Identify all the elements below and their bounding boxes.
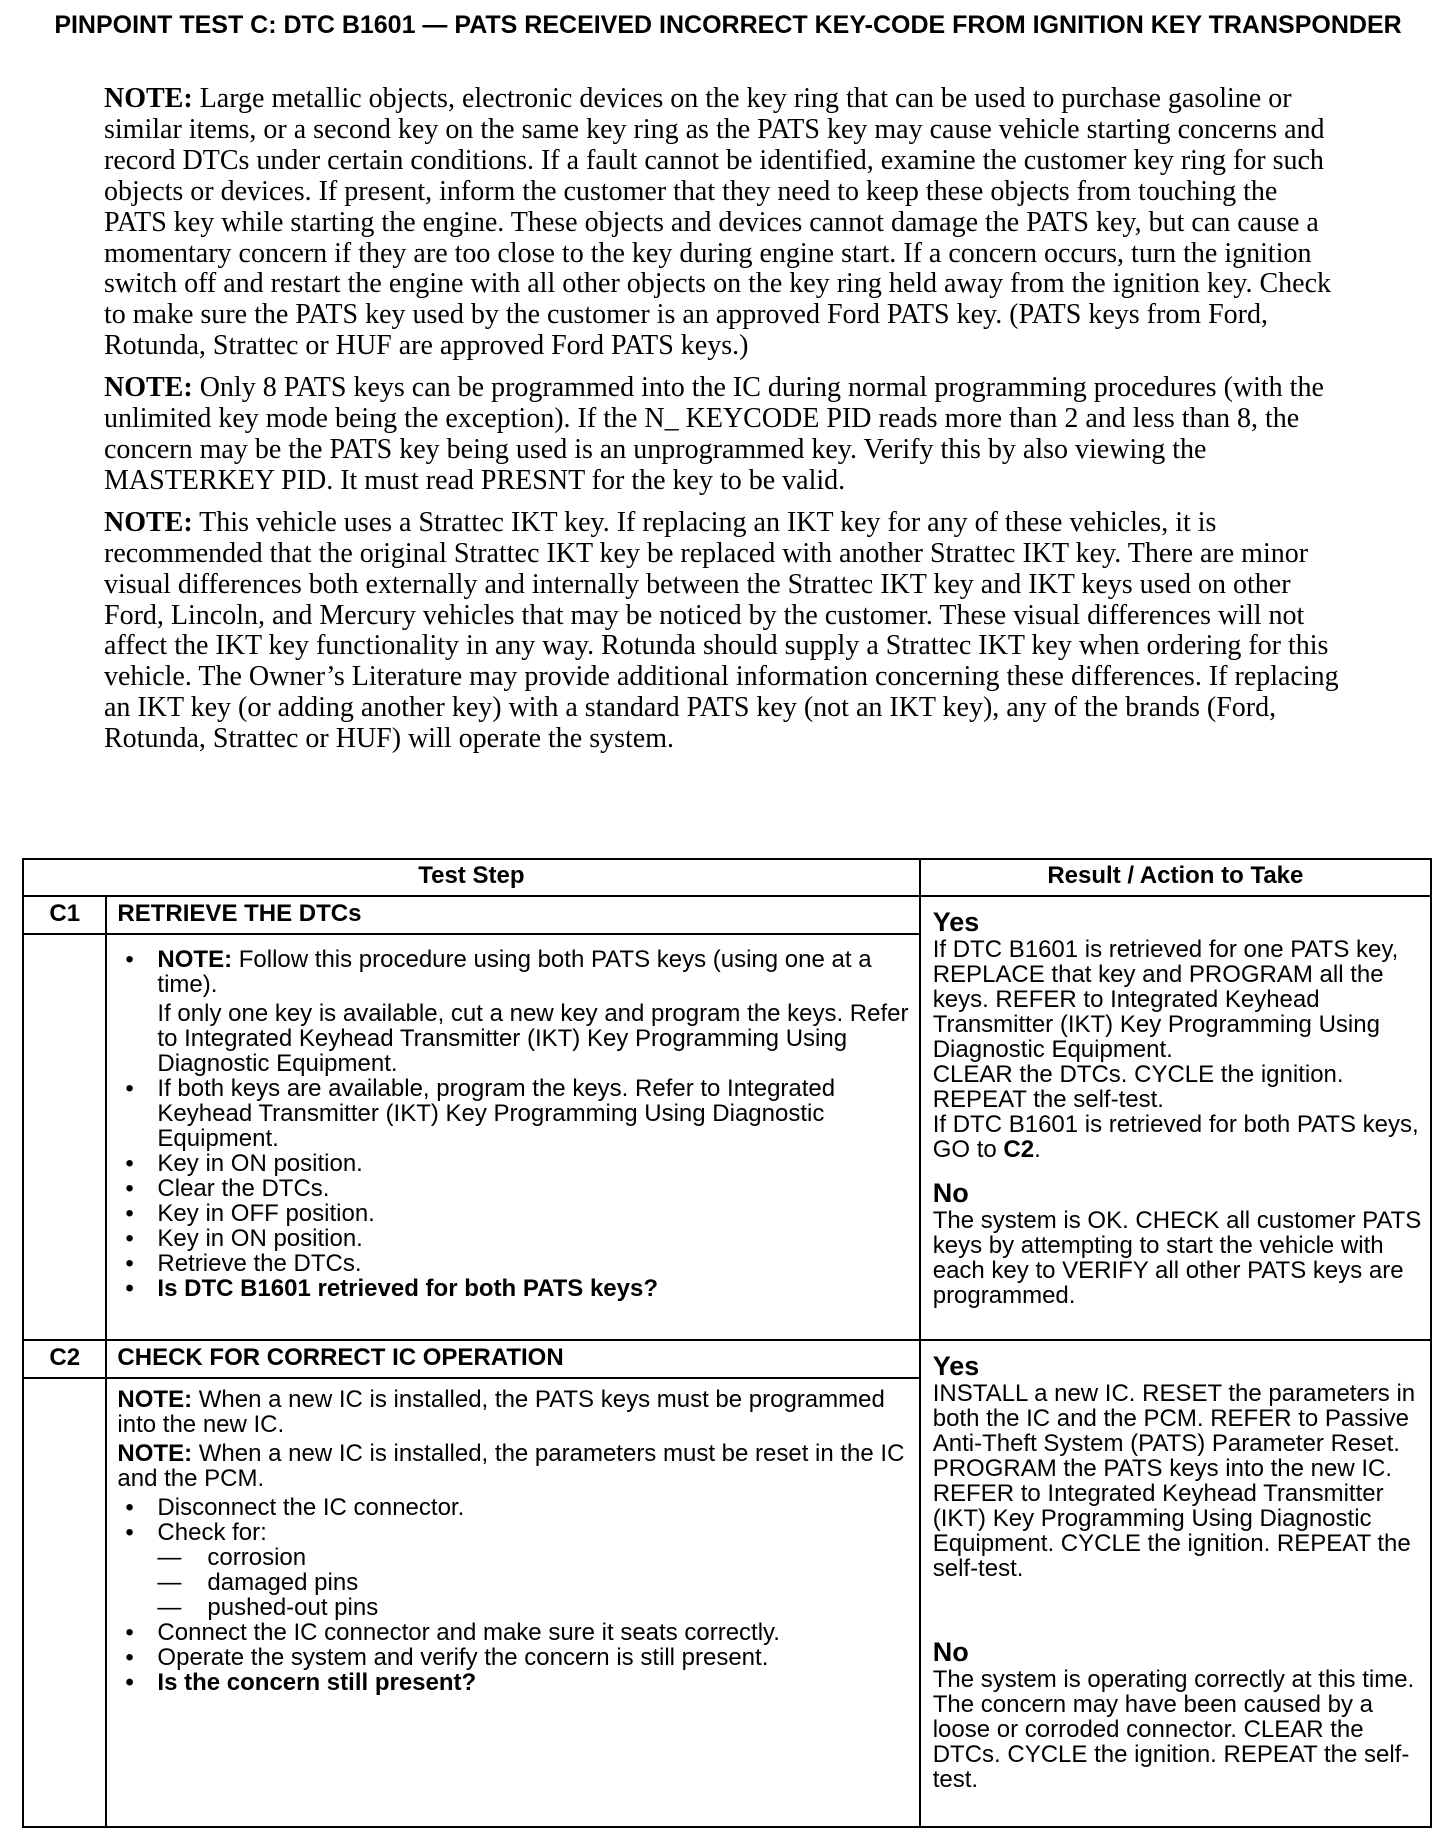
note-text: Only 8 PATS keys can be programmed into the IC during normal programming procedures (with the unlimited key mode being the exception). If the N_ KEYCODE PID reads more than 2 and less than 8, the concern may be the PATS key being used is an unprogrammed key. Verify this by also viewing the MASTERKEY PID. It must read PRESNT for the key to be valid. (104, 372, 1324, 496)
list-item: • Key in ON position. (117, 1151, 908, 1176)
note-paragraph (117, 1387, 908, 1437)
step-question: • Is the concern still present? (117, 1670, 908, 1695)
note-text: Follow this procedure using both PATS keys (using one at a time). (157, 946, 872, 998)
pinpoint-test-table (22, 858, 1432, 1828)
list-item: • Key in OFF position. (117, 1201, 908, 1226)
note-label: NOTE: (117, 1439, 193, 1467)
list-item: • Disconnect the IC connector. (117, 1495, 908, 1520)
step-id-c1: C1 (23, 896, 106, 934)
goto-text: If DTC B1601 is retrieved for both PATS keys, GO to (932, 1111, 1419, 1163)
note-label: NOTE: (117, 1385, 193, 1413)
yes-label: Yes (932, 1350, 980, 1381)
note-text: When a new IC is installed, the parameters must be reset in the IC and the PCM. (117, 1439, 905, 1492)
check-item: — pushed-out pins (117, 1595, 908, 1620)
note-label: NOTE: (104, 372, 193, 404)
goto-suffix: . (1034, 1136, 1041, 1163)
note-paragraph (104, 373, 1340, 497)
step-question: • Is DTC B1601 retrieved for both PATS keys? (117, 1276, 908, 1301)
note-text: This vehicle uses a Strattec IKT key. If replacing an IKT key for any of these vehicles, it is recommended that the original Strattec IKT key be replaced with another Strattec IKT key. There are minor visual differences both externally and internally between the Strattec IKT key and IKT keys used on other Ford, Lincoln, and Mercury vehicles that may be noticed by the customer. These visual differences will not affect the IKT key functionality in any way. Rotunda should supply a Strattec IKT key when ordering for this vehicle. The Owner’s Literature may provide additional information concerning these differences. If replacing an IKT key (or adding another key) with a standard PATS key (not an IKT key), any of the brands (Ford, Rotunda, Strattec or HUF) will operate the system. (104, 506, 1339, 755)
no-label: No (932, 1636, 969, 1667)
note-continuation: If only one key is available, cut a new key and program the keys. Refer to Integrated Keyhead Transmitter (IKT) Key Programming Using Diagnostic Equipment. (157, 1000, 909, 1077)
step-title-c2: CHECK FOR CORRECT IC OPERATION (106, 1340, 919, 1378)
list-item: • If both keys are available, program the keys. Refer to Integrated Keyhead Transmitter (IKT) Key Programming Using Diagnostic Equipment. (117, 1076, 908, 1151)
check-item: — damaged pins (117, 1570, 908, 1595)
yes-action: If DTC B1601 is retrieved for one PATS key, REPLACE that key and PROGRAM all the keys. REFER to Integrated Keyhead Transmitter (IKT) Key Programming Using Diagnostic Equipment. (932, 936, 1399, 1063)
step-id-spacer (23, 934, 106, 1340)
check-for-label: Check for: (157, 1518, 267, 1546)
list-item: • Connect the IC connector and make sure it seats correctly. (117, 1620, 908, 1645)
note-text: When a new IC is installed, the PATS keys must be programmed into the new IC. (117, 1385, 885, 1438)
yes-label: Yes (932, 907, 980, 937)
list-item: • Clear the DTCs. (117, 1176, 908, 1201)
result-c2 (920, 1340, 1431, 1827)
step-id-c2: C2 (23, 1340, 106, 1378)
yes-goto (933, 1112, 1422, 1162)
notes-section (104, 84, 1340, 766)
step-body-c2 (106, 1378, 919, 1827)
no-label: No (932, 1178, 969, 1208)
step-body-c1 (106, 934, 919, 1340)
list-item: • Retrieve the DTCs. (117, 1251, 908, 1276)
note-text: Large metallic objects, electronic devices on the key ring that can be used to purchase gasoline or similar items, or a second key on the same key ring as the PATS key may cause vehicle starting concerns and record DTCs under certain conditions. If a fault cannot be identified, examine the customer key ring for such objects or devices. If present, inform the customer that they need to keep these objects from touching the PATS key while starting the engine. These objects and devices cannot damage the PATS key, but can cause a momentary concern if they are too close to the key during engine start. If a concern occurs, turn the ignition switch off and restart the engine with all other objects on the key ring held away from the ignition key. Check to make sure the PATS key used by the customer is an approved Ford PATS key. (PATS keys from Ford, Rotunda, Strattec or HUF are approved Ford PATS keys.) (104, 83, 1331, 362)
no-action: The system is operating correctly at this time. The concern may have been caused by a loose or corroded connector. CLEAR the DTCs. CYCLE the ignition. REPEAT the self-test. (932, 1665, 1415, 1793)
list-item: • Key in ON position. (117, 1226, 908, 1251)
note-label: NOTE: (104, 83, 193, 114)
note-paragraph (117, 1441, 908, 1491)
list-item (117, 947, 908, 1076)
list-item (117, 1520, 908, 1545)
list-item: • Operate the system and verify the concern is still present. (117, 1645, 908, 1670)
note-label: NOTE: (104, 506, 193, 538)
note-label: NOTE: (157, 946, 233, 973)
step-id-spacer (23, 1378, 106, 1827)
column-header-test-step: Test Step (23, 859, 920, 896)
no-action: The system is OK. CHECK all customer PATS keys by attempting to start the vehicle with each key to VERIFY all other PATS keys are programmed. (932, 1207, 1422, 1309)
page-title: PINPOINT TEST C: DTC B1601 — PATS RECEIVED INCORRECT KEY-CODE FROM IGNITION KEY TRANSPONDER (54, 11, 1402, 39)
result-c1 (920, 896, 1431, 1340)
goto-step-link: C2 (1003, 1136, 1035, 1163)
column-header-result: Result / Action to Take (920, 859, 1431, 896)
yes-action: CLEAR the DTCs. CYCLE the ignition. REPEAT the self-test. (932, 1061, 1344, 1113)
step-c2-title-row (23, 1340, 1431, 1378)
step-c1-title-row (23, 896, 1431, 934)
step-title-c1: RETRIEVE THE DTCs (106, 896, 919, 934)
yes-action: INSTALL a new IC. RESET the parameters in both the IC and the PCM. REFER to Passive Anti-Theft System (PATS) Parameter Reset. PROGRAM the PATS keys into the new IC. REFER to Integrated Keyhead Transmitter (IKT) Key Programming Using Diagnostic Equipment. CYCLE the ignition. REPEAT the self-test. (932, 1379, 1416, 1582)
check-item: — corrosion (117, 1545, 908, 1570)
note-paragraph (104, 508, 1340, 755)
table-header-row (23, 859, 1431, 896)
note-paragraph (104, 84, 1340, 362)
